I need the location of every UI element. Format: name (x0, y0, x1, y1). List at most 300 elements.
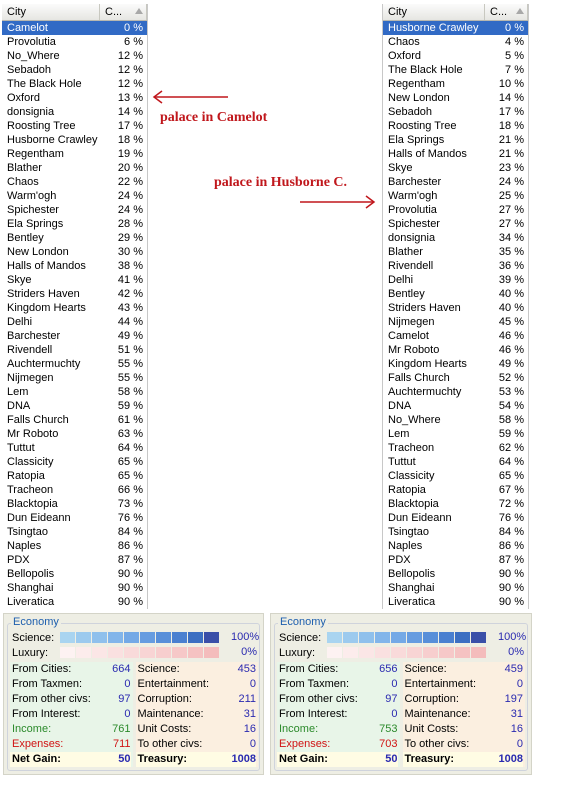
table-row[interactable] (2, 371, 147, 385)
city-percent-cell: 17 % (498, 106, 524, 118)
table-row[interactable] (2, 287, 147, 301)
city-percent-cell: 34 % (498, 232, 524, 244)
table-row[interactable] (383, 385, 528, 399)
table-row[interactable] (383, 315, 528, 329)
table-row[interactable] (383, 497, 528, 511)
table-row[interactable] (383, 301, 528, 315)
from-taxmen-value: 0 (124, 678, 131, 690)
table-row[interactable] (2, 161, 147, 175)
city-percent-cell: 58 % (498, 414, 524, 426)
city-percent-cell: 27 % (498, 218, 524, 230)
rate-segment[interactable] (108, 632, 123, 643)
from-other-civs-label: From other civs: (279, 693, 358, 705)
city-name-cell: Dun Eideann (388, 512, 452, 524)
rate-segment[interactable] (343, 647, 358, 658)
net-gain-row (277, 752, 398, 767)
city-percent-cell: 67 % (498, 484, 524, 496)
city-percent-cell: 64 % (117, 442, 143, 454)
science-expense-label: Science: (137, 663, 180, 675)
rate-segment[interactable] (471, 647, 486, 658)
unit-costs-value: 16 (243, 723, 256, 735)
from-other-civs-label: From other civs: (12, 693, 91, 705)
city-name-cell: Blather (388, 246, 423, 258)
table-row[interactable] (383, 49, 528, 63)
city-percent-cell: 84 % (498, 526, 524, 538)
city-percent-cell: 17 % (117, 120, 143, 132)
city-percent-cell: 65 % (117, 456, 143, 468)
city-percent-cell: 39 % (498, 274, 524, 286)
table-row[interactable] (2, 231, 147, 245)
city-name-cell: No_Where (388, 414, 441, 426)
right-arrow-icon (298, 195, 378, 209)
treasury-row (403, 752, 524, 767)
entertainment-value: 0 (249, 678, 256, 690)
rate-segment[interactable] (188, 647, 203, 658)
city-name-cell: New London (7, 246, 69, 258)
rate-segment[interactable] (471, 632, 486, 643)
rate-segment[interactable] (375, 632, 390, 643)
to-other-civs-value: 0 (516, 738, 523, 750)
corruption-value: 197 (504, 693, 523, 705)
city-percent-cell: 62 % (498, 442, 524, 454)
city-name-cell: Provolutia (388, 204, 437, 216)
income-label: Income: (12, 723, 52, 735)
rate-segment[interactable] (156, 647, 171, 658)
city-name-cell: Halls of Mandos (388, 148, 467, 160)
table-row[interactable] (383, 245, 528, 259)
table-row[interactable] (2, 21, 147, 35)
city-percent-cell: 65 % (498, 470, 524, 482)
city-percent-cell: 6 % (124, 36, 143, 48)
table-row[interactable] (2, 595, 147, 609)
table-row[interactable] (2, 483, 147, 497)
table-row[interactable] (383, 259, 528, 273)
table-row[interactable] (383, 553, 528, 567)
table-row[interactable] (383, 63, 528, 77)
city-percent-cell: 54 % (498, 400, 524, 412)
column-header-percent[interactable] (100, 4, 147, 20)
rate-segment[interactable] (407, 647, 422, 658)
treasury-value: 1008 (498, 753, 523, 765)
city-name-cell: Chaos (7, 176, 39, 188)
table-row[interactable] (2, 315, 147, 329)
city-name-cell: DNA (7, 400, 31, 412)
city-list-right (383, 21, 528, 609)
expenses-row (277, 737, 398, 752)
table-row[interactable] (2, 343, 147, 357)
table-row[interactable] (383, 161, 528, 175)
table-row[interactable] (2, 455, 147, 469)
table-row[interactable] (383, 21, 528, 35)
city-name-cell: Barchester (388, 176, 442, 188)
city-percent-cell: 29 % (117, 232, 143, 244)
table-row[interactable] (2, 147, 147, 161)
rate-segment[interactable] (359, 647, 374, 658)
city-name-cell: Kingdom Hearts (7, 302, 86, 314)
entertainment-row (403, 677, 524, 692)
income-value: 761 (112, 723, 131, 735)
luxury-bar[interactable] (60, 647, 220, 658)
sort-ascending-icon (135, 8, 143, 14)
table-row[interactable] (383, 357, 528, 371)
city-name-cell: Nijmegen (388, 316, 435, 328)
city-percent-cell: 12 % (117, 64, 143, 76)
city-name-cell: Husborne Crawley (7, 134, 98, 146)
city-name-cell: Shanghai (388, 582, 435, 594)
city-name-cell: Tuttut (7, 442, 35, 454)
city-percent-cell: 53 % (498, 386, 524, 398)
table-row[interactable] (2, 441, 147, 455)
economy-panel-left (3, 613, 264, 775)
luxury-label: Luxury: (279, 646, 316, 659)
entertainment-label: Entertainment: (137, 678, 210, 690)
rate-segment[interactable] (375, 647, 390, 658)
city-name-cell: Oxford (388, 50, 422, 62)
city-name-cell: Warm'ogh (388, 190, 438, 202)
city-name-cell: PDX (388, 554, 411, 566)
table-row[interactable] (383, 231, 528, 245)
science-expense-value: 459 (504, 663, 523, 675)
corruption-row (403, 692, 524, 707)
table-row[interactable] (383, 567, 528, 581)
city-name-cell: Blacktopia (7, 498, 58, 510)
table-row[interactable] (383, 399, 528, 413)
from-other-civs-row (10, 692, 131, 707)
city-percent-cell: 90 % (498, 582, 524, 594)
science-percent: 100% (231, 631, 260, 643)
table-row[interactable] (2, 133, 147, 147)
city-percent-cell: 72 % (498, 498, 524, 510)
rate-segment[interactable] (423, 647, 438, 658)
table-row[interactable] (2, 189, 147, 203)
table-row[interactable] (2, 413, 147, 427)
luxury-slider[interactable] (12, 646, 220, 659)
treasury-label: Treasury: (404, 753, 455, 765)
from-taxmen-label: From Taxmen: (279, 678, 350, 690)
expenses-label: Expenses: (279, 738, 331, 750)
column-header-percent-label: C... (105, 6, 123, 18)
city-percent-cell: 64 % (498, 456, 524, 468)
maintenance-label: Maintenance: (404, 708, 471, 720)
science-expense-value: 453 (237, 663, 256, 675)
rate-segment[interactable] (204, 647, 219, 658)
table-row[interactable] (2, 511, 147, 525)
science-slider[interactable] (12, 631, 220, 644)
income-row (277, 722, 398, 737)
table-row[interactable] (2, 567, 147, 581)
table-row[interactable] (2, 217, 147, 231)
rate-segment[interactable] (76, 647, 91, 658)
city-percent-cell: 12 % (117, 78, 143, 90)
city-name-cell: Ela Springs (388, 134, 445, 146)
table-row[interactable] (383, 91, 528, 105)
table-row[interactable] (383, 203, 528, 217)
city-name-cell: Husborne Crawley (388, 22, 479, 34)
table-row[interactable] (2, 105, 147, 119)
from-taxmen-row (277, 677, 398, 692)
city-percent-cell: 19 % (117, 148, 143, 160)
expenses-value: 703 (379, 738, 398, 750)
city-percent-cell: 58 % (117, 386, 143, 398)
city-name-cell: PDX (7, 554, 30, 566)
rate-segment[interactable] (204, 632, 219, 643)
table-row[interactable] (383, 413, 528, 427)
rate-segment[interactable] (60, 632, 75, 643)
from-other-civs-value: 97 (118, 693, 131, 705)
city-percent-cell: 86 % (498, 540, 524, 552)
city-name-cell: Delhi (388, 274, 414, 286)
city-name-cell: Sebadoh (7, 64, 52, 76)
table-row[interactable] (383, 77, 528, 91)
from-other-civs-value: 97 (385, 693, 398, 705)
rate-segment[interactable] (439, 632, 454, 643)
table-row[interactable] (2, 259, 147, 273)
rate-segment[interactable] (359, 632, 374, 643)
table-row[interactable] (383, 119, 528, 133)
income-label: Income: (279, 723, 319, 735)
city-percent-cell: 52 % (498, 372, 524, 384)
city-name-cell: Lem (388, 428, 410, 440)
city-name-cell: Shanghai (7, 582, 54, 594)
expenses-label: Expenses: (12, 738, 64, 750)
table-row[interactable] (2, 539, 147, 553)
city-percent-cell: 24 % (117, 190, 143, 202)
science-expense-row (136, 662, 257, 677)
table-row[interactable] (2, 35, 147, 49)
city-percent-cell: 23 % (498, 162, 524, 174)
table-row[interactable] (383, 147, 528, 161)
city-name-cell: Oxford (7, 92, 41, 104)
unit-costs-label: Unit Costs: (404, 723, 459, 735)
expense-column (403, 662, 526, 767)
table-row[interactable] (2, 525, 147, 539)
economy-title: Economy (13, 616, 59, 628)
to-other-civs-row (403, 737, 524, 752)
net-gain-value: 50 (385, 753, 398, 765)
table-row[interactable] (383, 525, 528, 539)
luxury-bar[interactable] (327, 647, 487, 658)
table-row[interactable] (383, 287, 528, 301)
rate-segment[interactable] (140, 632, 155, 643)
rate-segment[interactable] (391, 632, 406, 643)
city-percent-cell: 40 % (498, 302, 524, 314)
city-percent-cell: 38 % (117, 260, 143, 272)
city-name-cell: donsignia (7, 106, 55, 118)
income-column (10, 662, 133, 767)
table-row[interactable] (383, 35, 528, 49)
left-arrow-icon (150, 90, 230, 104)
rate-segment[interactable] (156, 632, 171, 643)
table-row[interactable] (383, 343, 528, 357)
table-row[interactable] (2, 385, 147, 399)
from-interest-label: From Interest: (279, 708, 348, 720)
table-row[interactable] (2, 469, 147, 483)
rate-segment[interactable] (108, 647, 123, 658)
rate-segment[interactable] (92, 632, 107, 643)
table-row[interactable] (2, 357, 147, 371)
rate-segment[interactable] (76, 632, 91, 643)
science-bar[interactable] (327, 632, 487, 643)
from-interest-row (277, 707, 398, 722)
city-percent-cell: 21 % (498, 148, 524, 160)
city-name-cell: Blacktopia (388, 498, 439, 510)
table-row[interactable] (2, 245, 147, 259)
city-percent-cell: 24 % (498, 176, 524, 188)
table-row[interactable] (2, 49, 147, 63)
table-row[interactable] (2, 175, 147, 189)
table-row[interactable] (383, 217, 528, 231)
rate-segment[interactable] (455, 632, 470, 643)
rate-segment[interactable] (172, 647, 187, 658)
table-row[interactable] (383, 273, 528, 287)
annotation-palace-husborne: palace in Husborne C. (214, 175, 348, 190)
city-percent-cell: 43 % (117, 302, 143, 314)
city-name-cell: Chaos (388, 36, 420, 48)
corruption-row (136, 692, 257, 707)
table-row[interactable] (383, 427, 528, 441)
unit-costs-value: 16 (510, 723, 523, 735)
table-row[interactable] (2, 63, 147, 77)
table-row[interactable] (2, 427, 147, 441)
column-header-percent[interactable] (485, 4, 528, 20)
science-slider[interactable] (279, 631, 487, 644)
income-value: 753 (379, 723, 398, 735)
rate-segment[interactable] (60, 647, 75, 658)
table-row[interactable] (383, 133, 528, 147)
city-percent-cell: 87 % (117, 554, 143, 566)
maintenance-value: 31 (243, 708, 256, 720)
table-row[interactable] (383, 189, 528, 203)
table-row[interactable] (2, 301, 147, 315)
unit-costs-row (136, 722, 257, 737)
column-header-city[interactable]: City (383, 4, 485, 20)
city-name-cell: Delhi (7, 316, 33, 328)
city-percent-cell: 59 % (117, 400, 143, 412)
maintenance-row (403, 707, 524, 722)
city-percent-cell: 87 % (498, 554, 524, 566)
table-header (383, 4, 528, 21)
city-percent-cell: 27 % (498, 204, 524, 216)
city-percent-cell: 55 % (117, 358, 143, 370)
city-name-cell: Naples (388, 540, 423, 552)
city-name-cell: Naples (7, 540, 42, 552)
city-name-cell: Ratopia (388, 484, 426, 496)
treasury-row (136, 752, 257, 767)
city-name-cell: Skye (7, 274, 32, 286)
city-name-cell: Liveratica (7, 596, 55, 608)
table-row[interactable] (2, 553, 147, 567)
rate-segment[interactable] (391, 647, 406, 658)
table-header (2, 4, 147, 21)
rate-segment[interactable] (455, 647, 470, 658)
treasury-value: 1008 (231, 753, 256, 765)
to-other-civs-label: To other civs: (137, 738, 203, 750)
corruption-label: Corruption: (404, 693, 459, 705)
table-row[interactable] (383, 511, 528, 525)
rate-segment[interactable] (407, 632, 422, 643)
rate-segment[interactable] (124, 647, 139, 658)
city-percent-cell: 22 % (117, 176, 143, 188)
city-percent-cell: 42 % (117, 288, 143, 300)
city-name-cell: Camelot (388, 330, 429, 342)
city-percent-cell: 41 % (117, 274, 143, 286)
table-row[interactable] (383, 175, 528, 189)
rate-segment[interactable] (188, 632, 203, 643)
city-percent-cell: 7 % (505, 64, 524, 76)
table-row[interactable] (2, 399, 147, 413)
table-row[interactable] (2, 329, 147, 343)
city-name-cell: Mr Roboto (388, 344, 440, 356)
table-row[interactable] (383, 329, 528, 343)
table-row[interactable] (2, 91, 147, 105)
table-row[interactable] (383, 105, 528, 119)
city-name-cell: Bellopolis (388, 568, 436, 580)
city-percent-cell: 65 % (117, 470, 143, 482)
luxury-slider[interactable] (279, 646, 487, 659)
column-header-city[interactable]: City (2, 4, 100, 20)
from-taxmen-label: From Taxmen: (12, 678, 83, 690)
table-row[interactable] (2, 273, 147, 287)
city-name-cell: Roosting Tree (7, 120, 76, 132)
table-row[interactable] (2, 497, 147, 511)
science-expense-row (403, 662, 524, 677)
table-row[interactable] (383, 441, 528, 455)
city-percent-cell: 13 % (117, 92, 143, 104)
city-name-cell: Classicity (7, 456, 54, 468)
city-name-cell: Barchester (7, 330, 61, 342)
treasury-label: Treasury: (137, 753, 188, 765)
rate-segment[interactable] (423, 632, 438, 643)
city-percent-cell: 90 % (117, 568, 143, 580)
expenses-row (10, 737, 131, 752)
rate-segment[interactable] (124, 632, 139, 643)
rate-segment[interactable] (439, 647, 454, 658)
table-row[interactable] (383, 483, 528, 497)
city-name-cell: Auchtermuchty (7, 358, 81, 370)
table-row[interactable] (383, 595, 528, 609)
city-percent-cell: 14 % (498, 92, 524, 104)
city-percent-cell: 10 % (498, 78, 524, 90)
to-other-civs-label: To other civs: (404, 738, 470, 750)
table-row[interactable] (2, 119, 147, 133)
rate-segment[interactable] (327, 632, 342, 643)
city-percent-cell: 63 % (117, 428, 143, 440)
table-row[interactable] (383, 581, 528, 595)
city-name-cell: Roosting Tree (388, 120, 457, 132)
city-name-cell: Spichester (7, 204, 59, 216)
table-row[interactable] (383, 455, 528, 469)
luxury-percent: 0% (508, 646, 524, 658)
table-row[interactable] (383, 539, 528, 553)
rate-segment[interactable] (343, 632, 358, 643)
city-name-cell: Falls Church (7, 414, 69, 426)
rate-segment[interactable] (327, 647, 342, 658)
table-row[interactable] (2, 581, 147, 595)
table-row[interactable] (2, 77, 147, 91)
rate-segment[interactable] (140, 647, 155, 658)
science-bar[interactable] (60, 632, 220, 643)
table-row[interactable] (2, 203, 147, 217)
maintenance-value: 31 (510, 708, 523, 720)
table-row[interactable] (383, 469, 528, 483)
rate-segment[interactable] (172, 632, 187, 643)
city-name-cell: Skye (388, 162, 413, 174)
rate-segment[interactable] (92, 647, 107, 658)
entertainment-label: Entertainment: (404, 678, 477, 690)
luxury-label: Luxury: (12, 646, 49, 659)
table-row[interactable] (383, 371, 528, 385)
city-name-cell: The Black Hole (7, 78, 82, 90)
